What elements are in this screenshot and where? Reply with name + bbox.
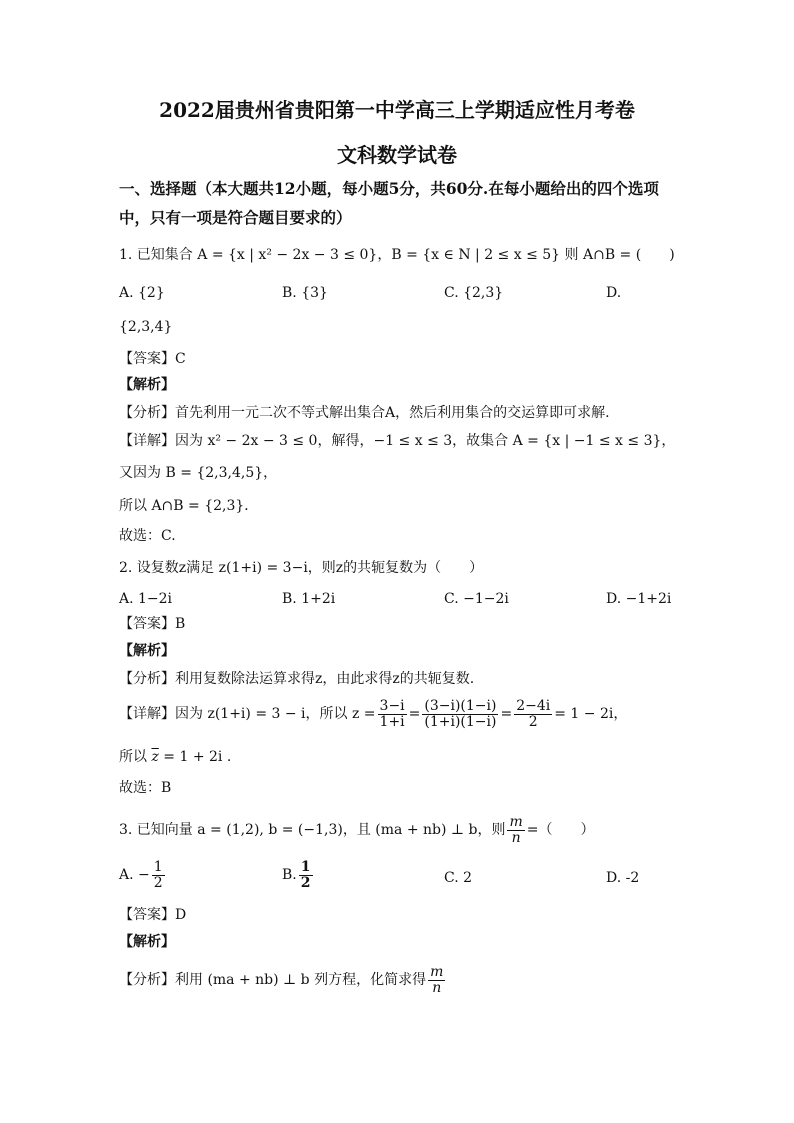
q1-option-c: C. {2,3} bbox=[444, 285, 504, 301]
q3-stem-suffix: =（ ） bbox=[526, 822, 595, 839]
q3-opt-a-sign: A. − bbox=[119, 867, 150, 884]
section-heading-line1: 一、选择题（本大题共12小题，每小题5分，共60分.在每小题给出的四个选项 bbox=[119, 179, 659, 198]
q3-opt-b-den: 2 bbox=[300, 875, 311, 892]
q2-analysis-label: 【解析】 bbox=[119, 643, 175, 659]
q3-answer: 【答案】D bbox=[119, 907, 187, 923]
q1-analysis-label: 【解析】 bbox=[119, 377, 175, 393]
q3-opt-a-den: 2 bbox=[153, 875, 163, 892]
q1-option-a: A. {2} bbox=[119, 285, 165, 301]
q1-stem: 1. 已知集合 A = {x | x² − 2x − 3 ≤ 0}，B = {x ∈ N | 2 ≤ x ≤ 5} 则 A∩B = ( ) bbox=[119, 247, 675, 263]
q2-conj-var: $\overline{z}$ bbox=[151, 749, 159, 765]
q2-answer: 【答案】B bbox=[119, 616, 186, 632]
q1-xiangjie: 【详解】因为 x² − 2x − 3 ≤ 0，解得，−1 ≤ x ≤ 3，故集合 A = {x | −1 ≤ x ≤ 3}， bbox=[119, 433, 676, 449]
q1-option-d: D. bbox=[606, 285, 622, 301]
page-subtitle: 文科数学试卷 bbox=[337, 143, 457, 167]
q1-line2: 又因为 B = {2,3,4,5}， bbox=[119, 465, 278, 481]
q2-xiangjie-suffix: = 1 − 2i， bbox=[554, 706, 628, 723]
q2-f2-den: (1+i)(1−i) bbox=[424, 714, 497, 731]
q2-conj-prefix: 所以 bbox=[119, 749, 147, 765]
q2-f2-num: (3−i)(1−i) bbox=[424, 698, 497, 714]
q3-stem-prefix: 3. 已知向量 a = (1,2), b = (−1,3)，且 (ma + nb) ⊥ b，则 bbox=[119, 822, 506, 839]
q2-xiangjie-prefix: 【详解】因为 z(1+i) = 3 − i，所以 z = bbox=[119, 706, 376, 723]
q2-option-d: D. −1+2i bbox=[606, 591, 672, 607]
q2-f3-den: 2 bbox=[528, 714, 538, 731]
q3-analysis-label: 【解析】 bbox=[119, 934, 175, 950]
q2-option-c: C. −1−2i bbox=[444, 591, 509, 607]
q3-option-a bbox=[119, 860, 167, 892]
q3-stem bbox=[119, 815, 595, 847]
q2-stem: 2. 设复数z满足 z(1+i) = 3−i，则z的共轭复数为（ ） bbox=[119, 560, 484, 576]
q1-choice: 故选：C. bbox=[119, 528, 176, 544]
q3-m-over-n bbox=[507, 815, 524, 847]
q1-answer: 【答案】C bbox=[119, 351, 186, 367]
q1-option-b: B. {3} bbox=[282, 285, 328, 301]
q3-fenxi bbox=[119, 965, 447, 997]
q1-fenxi: 【分析】首先利用一元二次不等式解出集合A，然后利用集合的交运算即可求解. bbox=[119, 405, 610, 421]
q3-opt-b-num: 1 bbox=[300, 859, 311, 875]
q3-option-c: C. 2 bbox=[444, 870, 473, 886]
page-title: 2022届贵州省贵阳第一中学高三上学期适应性月考卷 bbox=[159, 98, 635, 122]
q3-n: n bbox=[511, 830, 521, 847]
q2-xiangjie: 【详解】因为 z(1+i) = 3 − i，所以 z = $\frac{3-i}{1+i}$ = $\frac{(3-i)(1-i)}{(1+i)(1-i)}$ = $\frac{2-4i}{2}$ = 1 − 2i， bbox=[119, 698, 628, 731]
q3-fenxi-m-over-n bbox=[428, 965, 445, 997]
q3-fenxi-n: n bbox=[432, 980, 442, 997]
q2-fenxi: 【分析】利用复数除法运算求得z，由此求得z的共轭复数. bbox=[119, 671, 475, 687]
q3-m: m bbox=[509, 814, 523, 830]
q2-f1-num: 3−i bbox=[379, 698, 405, 714]
q1-line3: 所以 A∩B = {2,3}． bbox=[119, 498, 259, 514]
q1-option-d-value: {2,3,4} bbox=[119, 319, 173, 335]
q2-conjugate-line bbox=[119, 749, 231, 766]
q2-option-b: B. 1+2i bbox=[282, 591, 336, 607]
q2-choice: 故选：B bbox=[119, 780, 172, 796]
q2-f1-den: 1+i bbox=[379, 714, 405, 731]
q3-opt-a-frac bbox=[152, 860, 165, 892]
q2-fraction-1 bbox=[378, 699, 407, 731]
q2-fraction-3 bbox=[514, 699, 552, 731]
q3-opt-a-num: 1 bbox=[153, 859, 163, 875]
q2-conj-suffix: = 1 + 2i . bbox=[163, 749, 232, 765]
q3-option-b bbox=[282, 860, 315, 892]
q3-opt-b-label: B. bbox=[282, 867, 297, 884]
q2-f3-num: 2−4i bbox=[516, 698, 551, 714]
q3-fenxi-prefix: 【分析】利用 (ma + nb) ⊥ b 列方程，化简求得 bbox=[119, 972, 427, 989]
q3-opt-b-frac bbox=[299, 860, 313, 892]
section-heading-line2: 中，只有一项是符合题目要求的） bbox=[119, 208, 352, 227]
q3-fenxi-m: m bbox=[430, 964, 444, 980]
q2-option-a: A. 1−2i bbox=[119, 591, 173, 607]
q2-fraction-2 bbox=[422, 699, 498, 731]
q3-option-d: D. -2 bbox=[606, 870, 640, 886]
